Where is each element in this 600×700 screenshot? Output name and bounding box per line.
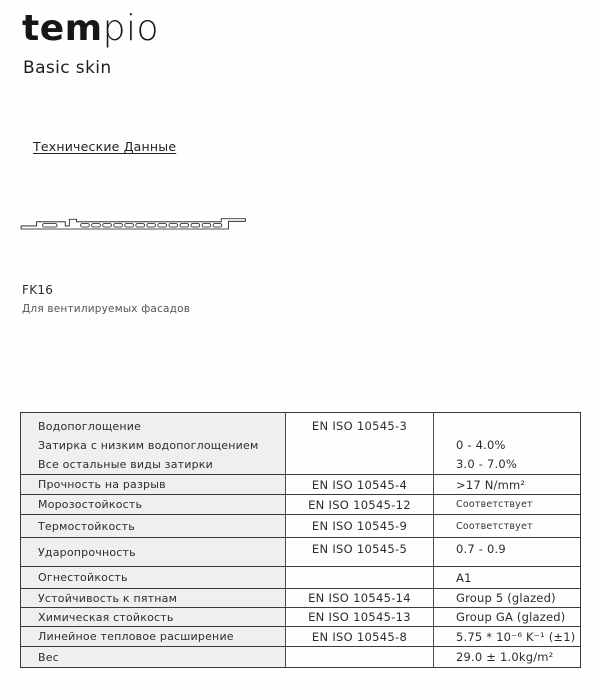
property-line: Затирка с низким водопоглощением (38, 439, 259, 452)
value-cell: 5.75 * 10⁻⁶ K⁻¹ (±1) (434, 627, 581, 647)
profile-code: FK16 (22, 283, 54, 297)
section-heading: Технические Данные (33, 139, 177, 154)
table-row (21, 515, 581, 538)
value-cell: Group GA (glazed) (434, 608, 581, 627)
value-line (456, 417, 580, 436)
value-cell: A1 (434, 567, 581, 589)
profile-description: Для вентилируемых фасадов (22, 303, 191, 315)
property-line: Все остальные виды затирки (38, 458, 213, 471)
standard-cell (286, 413, 434, 475)
property-cell (21, 413, 286, 475)
technical-data-table (20, 412, 581, 668)
value-line: 0 - 4.0% (456, 438, 506, 452)
value-cell (434, 413, 581, 475)
table-row (21, 627, 581, 647)
table-row (21, 608, 581, 627)
property-cell: Прочность на разрыв (21, 475, 286, 495)
table-row (21, 538, 581, 567)
value-cell: Group 5 (glazed) (434, 589, 581, 608)
property-cell: Химическая стойкость (21, 608, 286, 627)
standard-cell: EN ISO 10545-12 (286, 495, 434, 515)
property-cell: Устойчивость к пятнам (21, 589, 286, 608)
property-cell: Линейное тепловое расширение (21, 627, 286, 647)
standard-cell: EN ISO 10545-13 (286, 608, 434, 627)
standard-label: EN ISO 10545-3 (311, 419, 408, 433)
property-cell: Термостойкость (21, 515, 286, 538)
property-cell: Вес (21, 647, 286, 668)
standard-cell (286, 567, 434, 589)
property-line: Водопоглощение (38, 420, 142, 433)
brand-logo-light-part: pio (102, 8, 160, 49)
standard-cell: EN ISO 10545-9 (286, 515, 434, 538)
value-cell: 29.0 ± 1.0kg/m² (434, 647, 581, 668)
product-name: Basic skin (23, 58, 112, 78)
standard-cell: EN ISO 10545-5 (286, 538, 434, 567)
value-line: 3.0 - 7.0% (456, 457, 517, 471)
brand-logo (22, 8, 159, 49)
panel-profile-drawing (18, 213, 250, 243)
standard-cell: EN ISO 10545-8 (286, 627, 434, 647)
value-cell: >17 N/mm² (434, 475, 581, 495)
standard-cell (286, 647, 434, 668)
value-cell: 0.7 - 0.9 (434, 538, 581, 567)
table-row (21, 413, 581, 475)
value-cell: Соответствует (434, 515, 581, 538)
table-row (21, 589, 581, 608)
property-cell: Огнестойкость (21, 567, 286, 589)
table-row (21, 647, 581, 668)
standard-cell: EN ISO 10545-14 (286, 589, 434, 608)
table-row (21, 567, 581, 589)
value-cell: Соответствует (434, 495, 581, 515)
brand-logo-bold-part: tem (22, 8, 103, 49)
property-cell: Морозостойкость (21, 495, 286, 515)
standard-cell: EN ISO 10545-4 (286, 475, 434, 495)
property-cell: Ударопрочность (21, 538, 286, 567)
table-row (21, 495, 581, 515)
table-row (21, 475, 581, 495)
